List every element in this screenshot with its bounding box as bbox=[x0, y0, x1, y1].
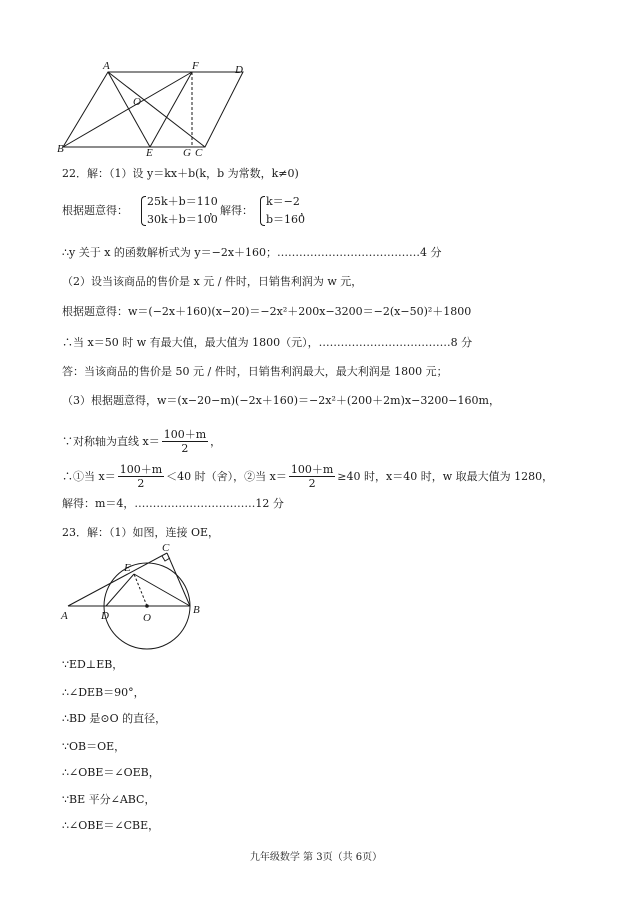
axis-prefix: ∵对称轴为直线 x＝ bbox=[62, 434, 160, 448]
label-E: E bbox=[124, 562, 131, 574]
q23-step5: ∴∠OBE＝∠OEB， bbox=[62, 766, 160, 779]
circle-figure bbox=[58, 540, 218, 655]
label-D: D bbox=[101, 610, 109, 622]
segment-ED bbox=[106, 574, 134, 606]
label-A: A bbox=[61, 610, 68, 622]
axis-suffix: ， bbox=[210, 434, 222, 448]
q23-step4: ∵OB＝OE， bbox=[62, 740, 126, 753]
parallelogram-figure bbox=[55, 58, 265, 158]
parallelogram-outline bbox=[63, 72, 243, 147]
label-C: C bbox=[162, 542, 170, 554]
eq-1: 25k＋b＝110 bbox=[147, 195, 218, 208]
fraction-case2 bbox=[289, 463, 335, 490]
fraction-numerator: 100＋m bbox=[119, 463, 163, 476]
label-D: D bbox=[235, 64, 243, 76]
fraction-axis bbox=[162, 428, 208, 455]
fraction-denominator: 2 bbox=[137, 477, 145, 490]
case1-prefix: ∴①当 x＝ bbox=[62, 469, 116, 483]
label-G: G bbox=[183, 147, 191, 158]
q22-axis-line bbox=[62, 428, 221, 455]
fraction-denominator: 2 bbox=[308, 477, 316, 490]
sol-comma: ， bbox=[300, 204, 311, 217]
sol-1: k＝−2 bbox=[266, 195, 300, 208]
q23-header: 23．解：（1）如图，连接 OE， bbox=[62, 526, 220, 539]
label-B: B bbox=[57, 143, 64, 155]
q23-step1: ∵ED⊥EB， bbox=[62, 658, 124, 671]
system-brace bbox=[141, 196, 146, 226]
label-B: B bbox=[193, 604, 200, 616]
q23-step3: ∴BD 是⊙O 的直径， bbox=[62, 712, 167, 725]
q22-line7: 答：当该商品的售价是 50 元 / 件时，日销售利润最大，最大利润是 1800 元； bbox=[62, 365, 448, 378]
q22-system-lead: 根据题意得： bbox=[62, 204, 128, 217]
q22-line5: 根据题意得：w＝(−2x＋160)(x−20)＝−2x²＋200x−3200＝−2(x−50)²＋1800 bbox=[62, 305, 472, 318]
case2-suffix: ≥40 时，x＝40 时，w 取最大值为 1280， bbox=[337, 469, 554, 483]
segment-AC bbox=[68, 553, 167, 606]
q22-header: 22．解：（1）设 y＝kx＋b(k，b 为常数，k≠0) bbox=[62, 167, 299, 180]
q23-step7: ∴∠OBE＝∠CBE， bbox=[62, 819, 160, 832]
label-F: F bbox=[192, 60, 199, 72]
fraction-denominator: 2 bbox=[181, 442, 189, 455]
q22-line6: ∴当 x＝50 时 w 有最大值，最大值为 1800（元），………………………………8 分 bbox=[62, 336, 473, 349]
eq-2: 30k＋b＝100 bbox=[147, 213, 218, 226]
q22-line3: ∴y 关于 x 的函数解析式为 y＝−2x＋160；…………………………………4 分 bbox=[62, 246, 442, 259]
page-footer: 九年级数学 第 3页（共 6页） bbox=[249, 852, 383, 863]
segment-OE-dashed bbox=[134, 574, 147, 606]
segment-BC bbox=[167, 553, 190, 606]
fraction-case1 bbox=[118, 463, 164, 490]
label-O: O bbox=[143, 612, 151, 624]
sol-2: b＝160 bbox=[266, 213, 306, 226]
solution-brace bbox=[260, 196, 265, 226]
segment-EB bbox=[134, 574, 190, 606]
q23-step6: ∵BE 平分∠ABC， bbox=[62, 793, 156, 806]
label-C: C bbox=[195, 147, 203, 158]
center-point bbox=[145, 604, 149, 608]
solve-label: ，解得： bbox=[209, 204, 253, 217]
fraction-numerator: 100＋m bbox=[290, 463, 334, 476]
label-O: O bbox=[133, 96, 141, 108]
label-E: E bbox=[146, 147, 153, 158]
q22-cases-line bbox=[62, 463, 553, 490]
fraction-numerator: 100＋m bbox=[163, 428, 207, 441]
q23-step2: ∴∠DEB＝90°， bbox=[62, 686, 145, 699]
segment-BF bbox=[63, 72, 192, 147]
label-A: A bbox=[103, 60, 110, 72]
case1-suffix: ＜40 时（舍），②当 x＝ bbox=[166, 469, 287, 483]
q22-line8: （3）根据题意得，w＝(x−20−m)(−2x＋160)＝−2x²＋(200＋2m)x−3200−160m， bbox=[62, 394, 500, 407]
q22-line4: （2）设当该商品的售价是 x 元 / 件时，日销售利润为 w 元， bbox=[62, 275, 363, 288]
q22-line12: 解得：m＝4，……………………………12 分 bbox=[62, 497, 284, 510]
segment-AE bbox=[108, 72, 150, 147]
